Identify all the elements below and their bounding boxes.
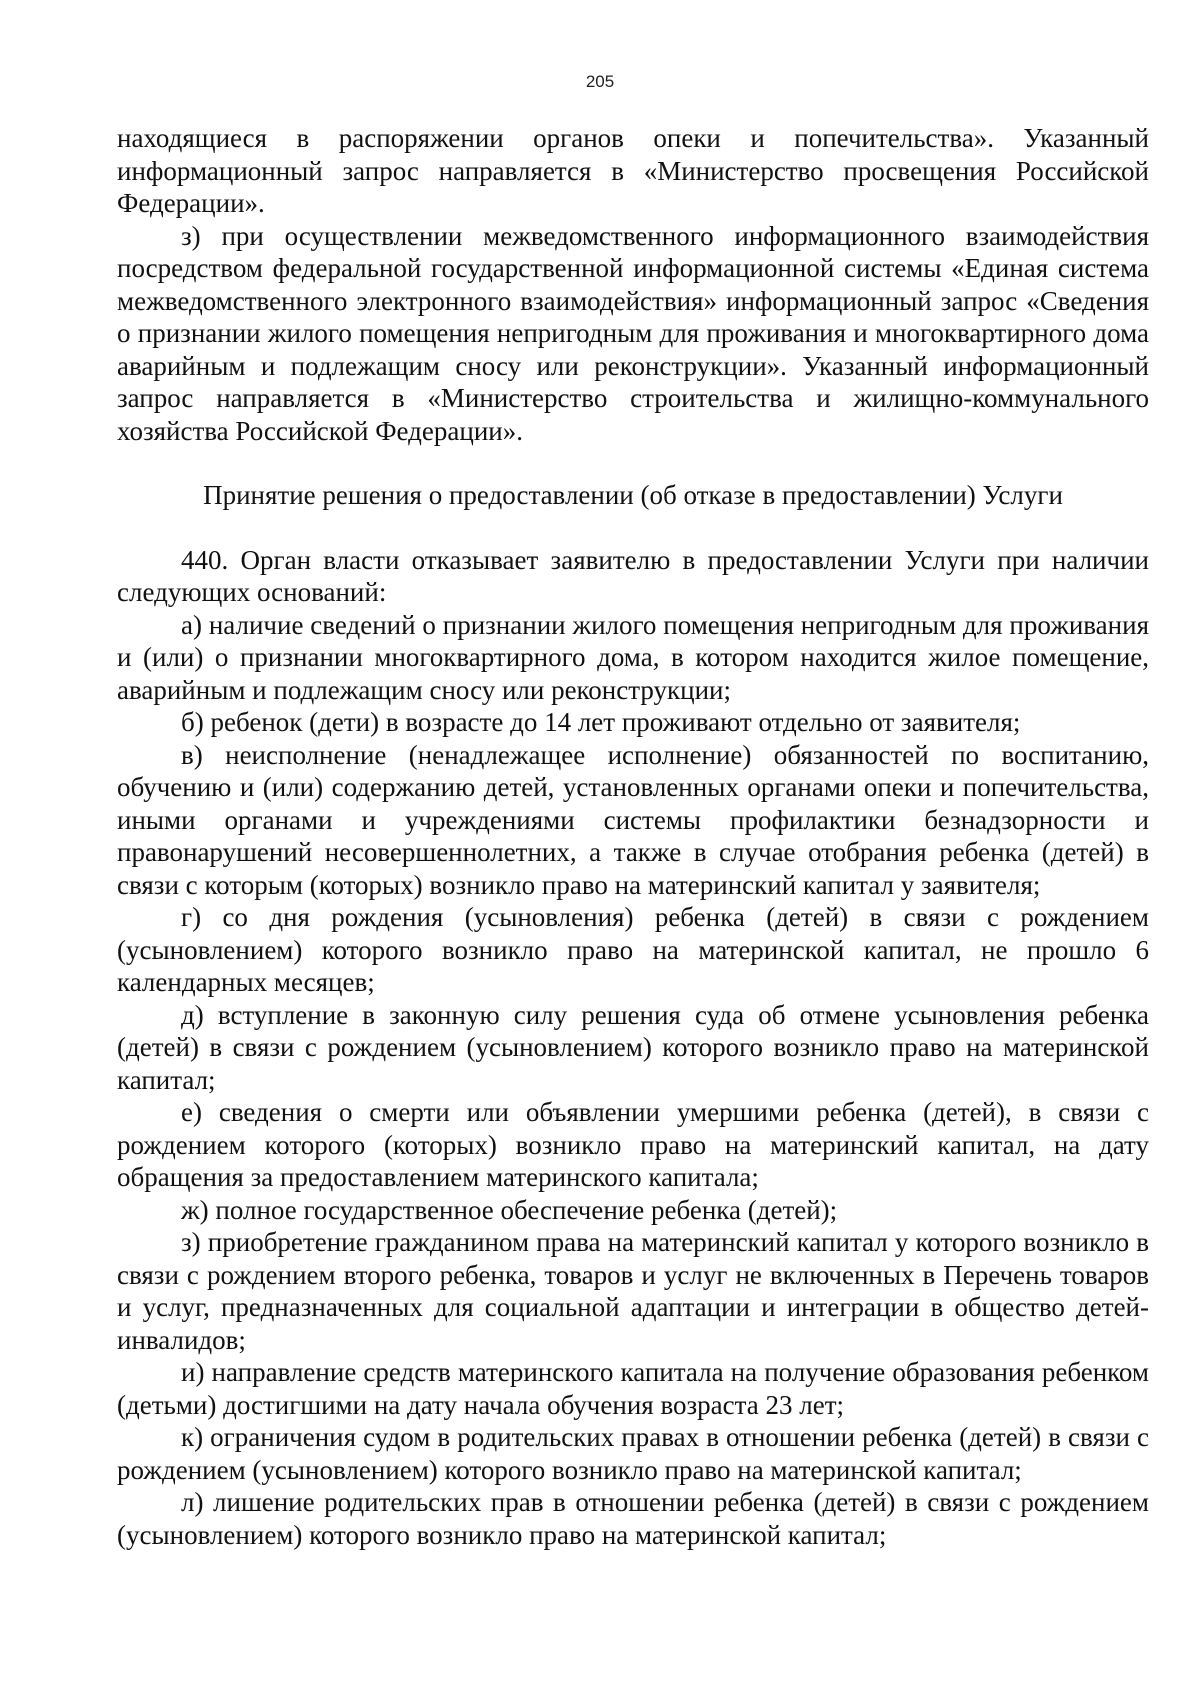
list-item-v: в) неисполнение (ненадлежащее исполнение) обязанностей по воспитанию, обучению и (или) содержанию детей, установленных органами опеки и попечительства, иными органами и учреждениями системы профилактики безнадзорности и правонарушений несовершеннолетних, а также в случае отобрания ребенка (детей) в связи с которым (которых) возникло право на материнский капитал у заявителя; — [117, 739, 1149, 900]
document-body — [117, 122, 1149, 1551]
list-item-i: и) направление средств материнского капитала на получение образования ребенком (детьми) достигшими на дату начала обучения возраста 23 лет; — [117, 1357, 1149, 1420]
list-item-d: д) вступление в законную силу решения суда об отмене усыновления ребенка (детей) в связи с рождением (усыновлением) которого возникло право на материнской капитал; — [117, 999, 1149, 1095]
page-number: 205 — [585, 72, 615, 91]
list-item-b: б) ребенок (дети) в возрасте до 14 лет проживают отдельно от заявителя; — [181, 707, 1021, 737]
list-item-l: л) лишение родительских прав в отношении ребенка (детей) в связи с рождением (усыновлением) которого возникло право на материнской капитал; — [117, 1487, 1149, 1550]
list-item-g: г) со дня рождения (усыновления) ребенка (детей) в связи с рождением (усыновлением) которого возникло право на материнской капитал, не прошло 6 календарных месяцев; — [117, 902, 1149, 997]
paragraph-item-z-request: з) при осуществлении межведомственного информационного взаимодействия посредством федеральной государственной информационной системы «Единая система межведомственного электронного взаимодействия» информационный запрос «Сведения о признании жилого помещения непригодным для проживания и многоквартирного дома аварийным и подлежащим сносу или реконструкции». Указанный информационный запрос направляется в «Министерство строительства и жилищно-коммунального хозяйства Российской Федерации». — [117, 220, 1149, 446]
paragraph-continuation: находящиеся в распоряжении органов опеки и попечительства». Указанный информационный запрос направляется в «Министерство просвещения Российской Федерации». — [117, 123, 1149, 218]
list-item-a: а) наличие сведений о признании жилого помещения непригодным для проживания и (или) о признании многоквартирного дома, в котором находится жилое помещение, аварийным и подлежащим сносу или реконструкции; — [117, 609, 1149, 705]
list-item-zh: ж) полное государственное обеспечение ребенка (детей); — [181, 1194, 838, 1225]
list-item-z: з) приобретение гражданином права на материнский капитал у которого возникло в связи с рождением второго ребенка, товаров и услуг не включенных в Перечень товаров и услуг, предназначенных для социальной адаптации и интеграции в общество детей-инвалидов; — [117, 1227, 1149, 1355]
list-item-e: е) сведения о смерти или объявлении умершими ребенка (детей), в связи с рождением которого (которых) возникло право на материнский капитал, на дату обращения за предоставлением материнского капитала; — [117, 1097, 1149, 1192]
section-heading: Принятие решения о предоставлении (об отказе в предоставлении) Услуги — [203, 480, 1063, 510]
list-item-k: к) ограничения судом в родительских правах в отношении ребенка (детей) в связи с рождением (усыновлением) которого возникло право на материнской капитал; — [117, 1422, 1149, 1485]
paragraph-440: 440. Орган власти отказывает заявителю в предоставлении Услуги при наличии следующих оснований: — [117, 544, 1149, 607]
